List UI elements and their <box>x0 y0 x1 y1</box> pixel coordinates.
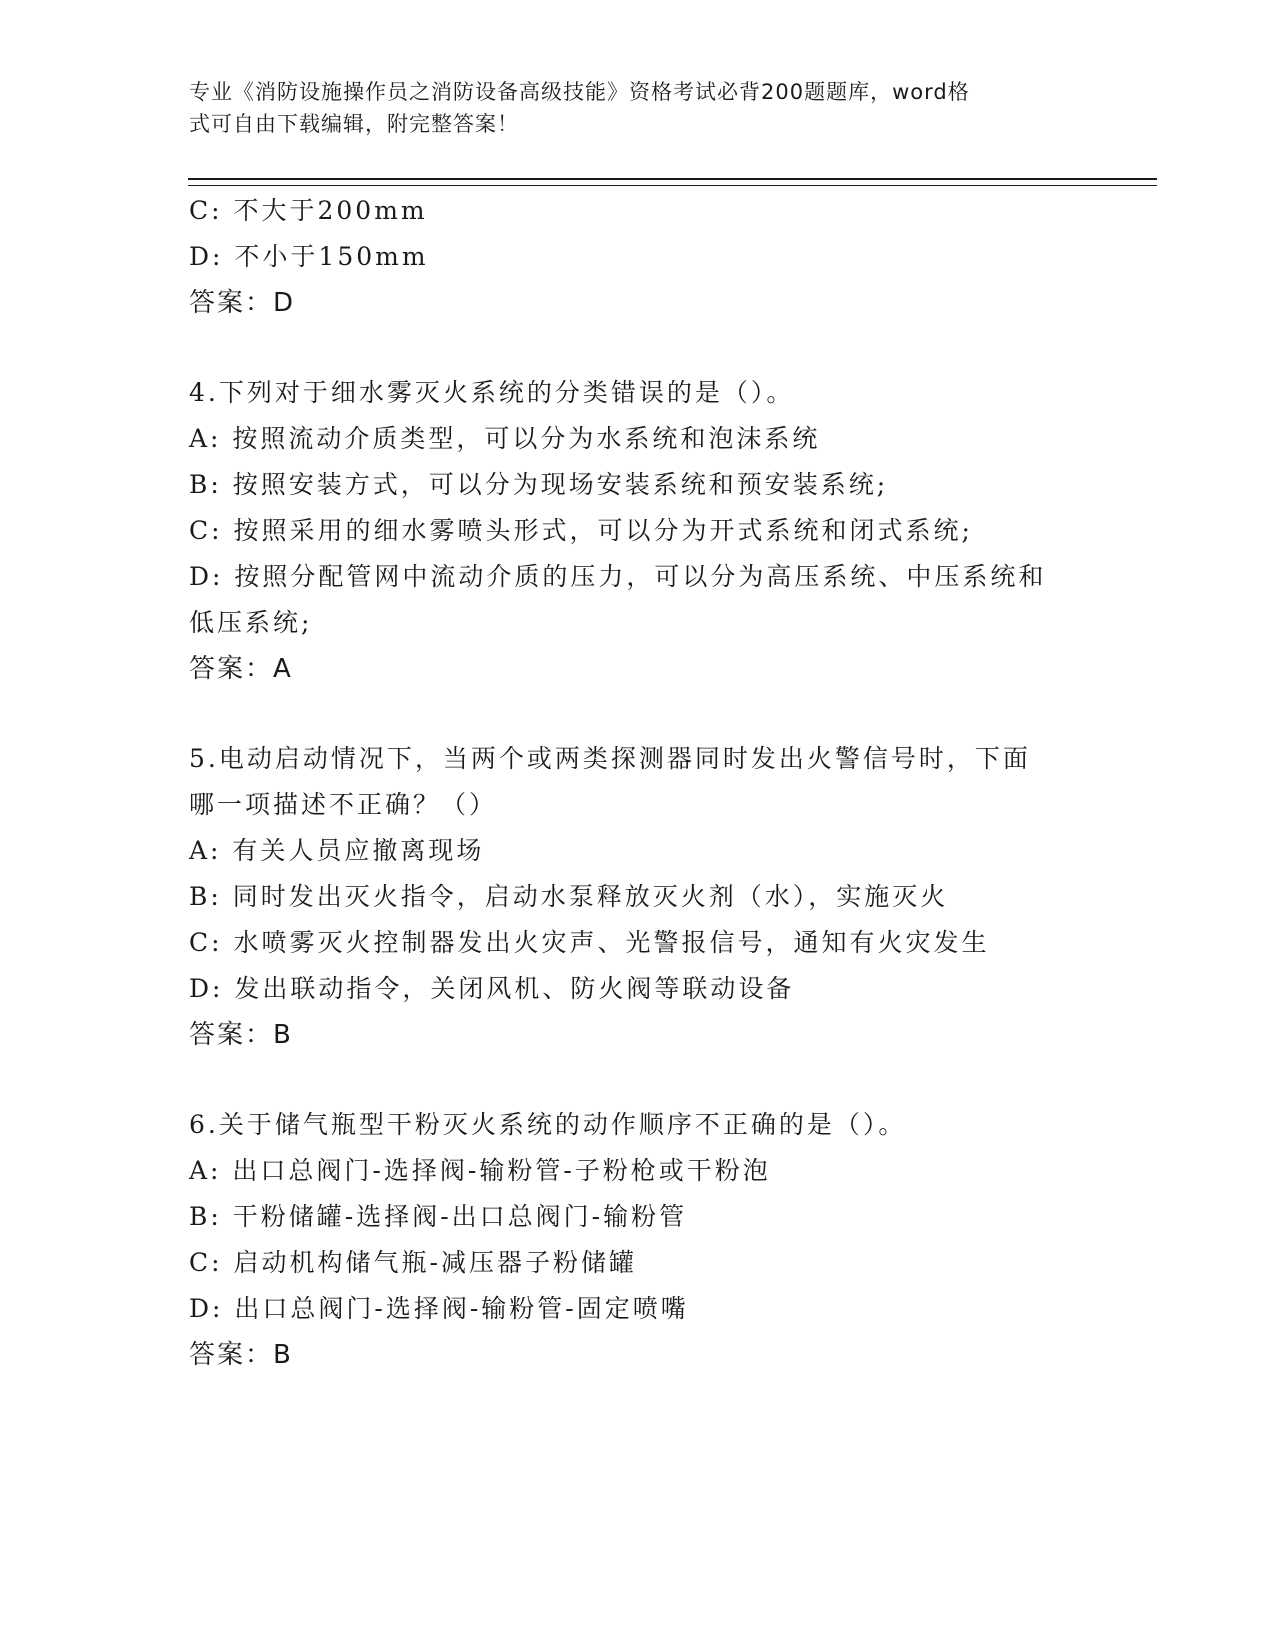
question-text: 6.关于储气瓶型干粉灭火系统的动作顺序不正确的是（）。 <box>189 1110 907 1139</box>
option-c: C: 启动机构储气瓶-减压器子粉储罐 <box>189 1248 637 1277</box>
option-d-line-1: D: 按照分配管网中流动介质的压力，可以分为高压系统、中压系统和 <box>189 562 1047 591</box>
question-6 <box>189 1102 1089 1378</box>
option-a: A: 有关人员应撤离现场 <box>189 836 485 865</box>
option-b: B: 按照安装方式，可以分为现场安装系统和预安装系统; <box>189 470 889 499</box>
header-divider <box>188 178 1157 186</box>
option-d: D: 出口总阀门-选择阀-输粉管-固定喷嘴 <box>189 1294 689 1323</box>
option-d-line-2: 低压系统; <box>189 608 313 637</box>
answer-line: 答案：B <box>189 1020 293 1050</box>
spacer <box>189 692 1089 736</box>
spacer <box>189 1058 1089 1102</box>
question-3-tail <box>189 188 1089 326</box>
option-d: D: 不小于150mm <box>189 242 429 271</box>
question-5 <box>189 736 1089 1058</box>
question-text-line-2: 哪一项描述不正确？（） <box>189 790 498 819</box>
option-a: A: 出口总阀门-选择阀-输粉管-子粉枪或干粉泡 <box>189 1156 771 1185</box>
question-4 <box>189 370 1089 692</box>
answer-line: 答案：A <box>189 654 293 684</box>
spacer <box>189 326 1089 370</box>
answer-line: 答案：B <box>189 1340 293 1370</box>
header-line-1: 专业《消防设施操作员之消防设备高级技能》资格考试必背200题题库，word格 <box>189 80 970 104</box>
question-text-line-1: 5.电动启动情况下，当两个或两类探测器同时发出火警信号时，下面 <box>189 744 1031 773</box>
header-line-2: 式可自由下载编辑，附完整答案！ <box>189 112 519 136</box>
option-c: C: 不大于200mm <box>189 196 428 225</box>
option-a: A: 按照流动介质类型，可以分为水系统和泡沫系统 <box>189 424 821 453</box>
question-list <box>189 188 1089 1378</box>
option-d: D: 发出联动指令，关闭风机、防火阀等联动设备 <box>189 974 795 1003</box>
question-text: 4.下列对于细水雾灭火系统的分类错误的是（）。 <box>189 378 795 407</box>
answer-line: 答案：D <box>189 288 296 318</box>
document-header <box>189 76 1079 140</box>
option-b: B: 同时发出灭火指令，启动水泵释放灭火剂（水），实施灭火 <box>189 882 949 911</box>
option-c: C: 按照采用的细水雾喷头形式，可以分为开式系统和闭式系统; <box>189 516 973 545</box>
option-c: C: 水喷雾灭火控制器发出火灾声、光警报信号，通知有火灾发生 <box>189 928 990 957</box>
option-b: B: 干粉储罐-选择阀-出口总阀门-输粉管 <box>189 1202 688 1231</box>
